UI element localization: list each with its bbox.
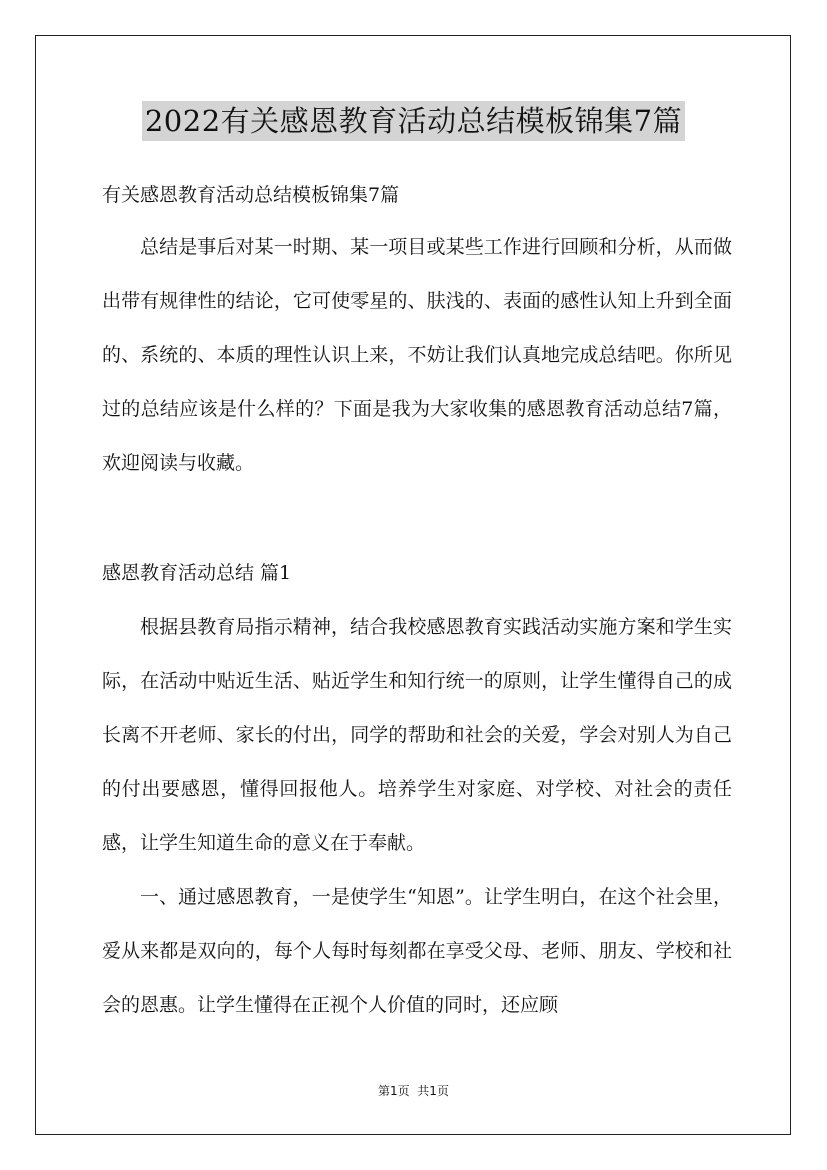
document-title: 2022有关感恩教育活动总结模板锦集7篇 <box>142 101 685 141</box>
section-heading: 感恩教育活动总结 篇1 <box>102 562 292 584</box>
page-footer: 第1页 共1页 <box>378 1084 449 1098</box>
section1-paragraph-2: 一、通过感恩教育，一是使学生“知恩”。让学生明白，在这个社会里，爱从来都是双向的，每个人每时每刻都在享受父母、老师、朋友、学校和社会的恩惠。让学生懂得在正视个人价值的同时，还应顾 <box>102 886 732 1016</box>
section1-paragraph-1: 根据县教育局指示精神，结合我校感恩教育实践活动实施方案和学生实际，在活动中贴近生活、贴近学生和知行统一的原则，让学生懂得自己的成长离不开老师、家长的付出，同学的帮助和社会的关爱，学会对别人为自己的付出要感恩，懂得回报他人。培养学生对家庭、对学校、对社会的责任感，让学生知道生命的意义在于奉献。 <box>102 616 732 854</box>
intro-paragraph: 总结是事后对某一时期、某一项目或某些工作进行回顾和分析，从而做出带有规律性的结论，它可使零星的、肤浅的、表面的感性认知上升到全面的、系统的、本质的理性认识上来，不妨让我们认真地完成总结吧。你所见过的总结应该是什么样的？下面是我为大家收集的感恩教育活动总结7篇，欢迎阅读与收藏。 <box>102 236 732 474</box>
document-subtitle: 有关感恩教育活动总结模板锦集7篇 <box>102 184 400 206</box>
title-wrapper <box>0 101 827 141</box>
